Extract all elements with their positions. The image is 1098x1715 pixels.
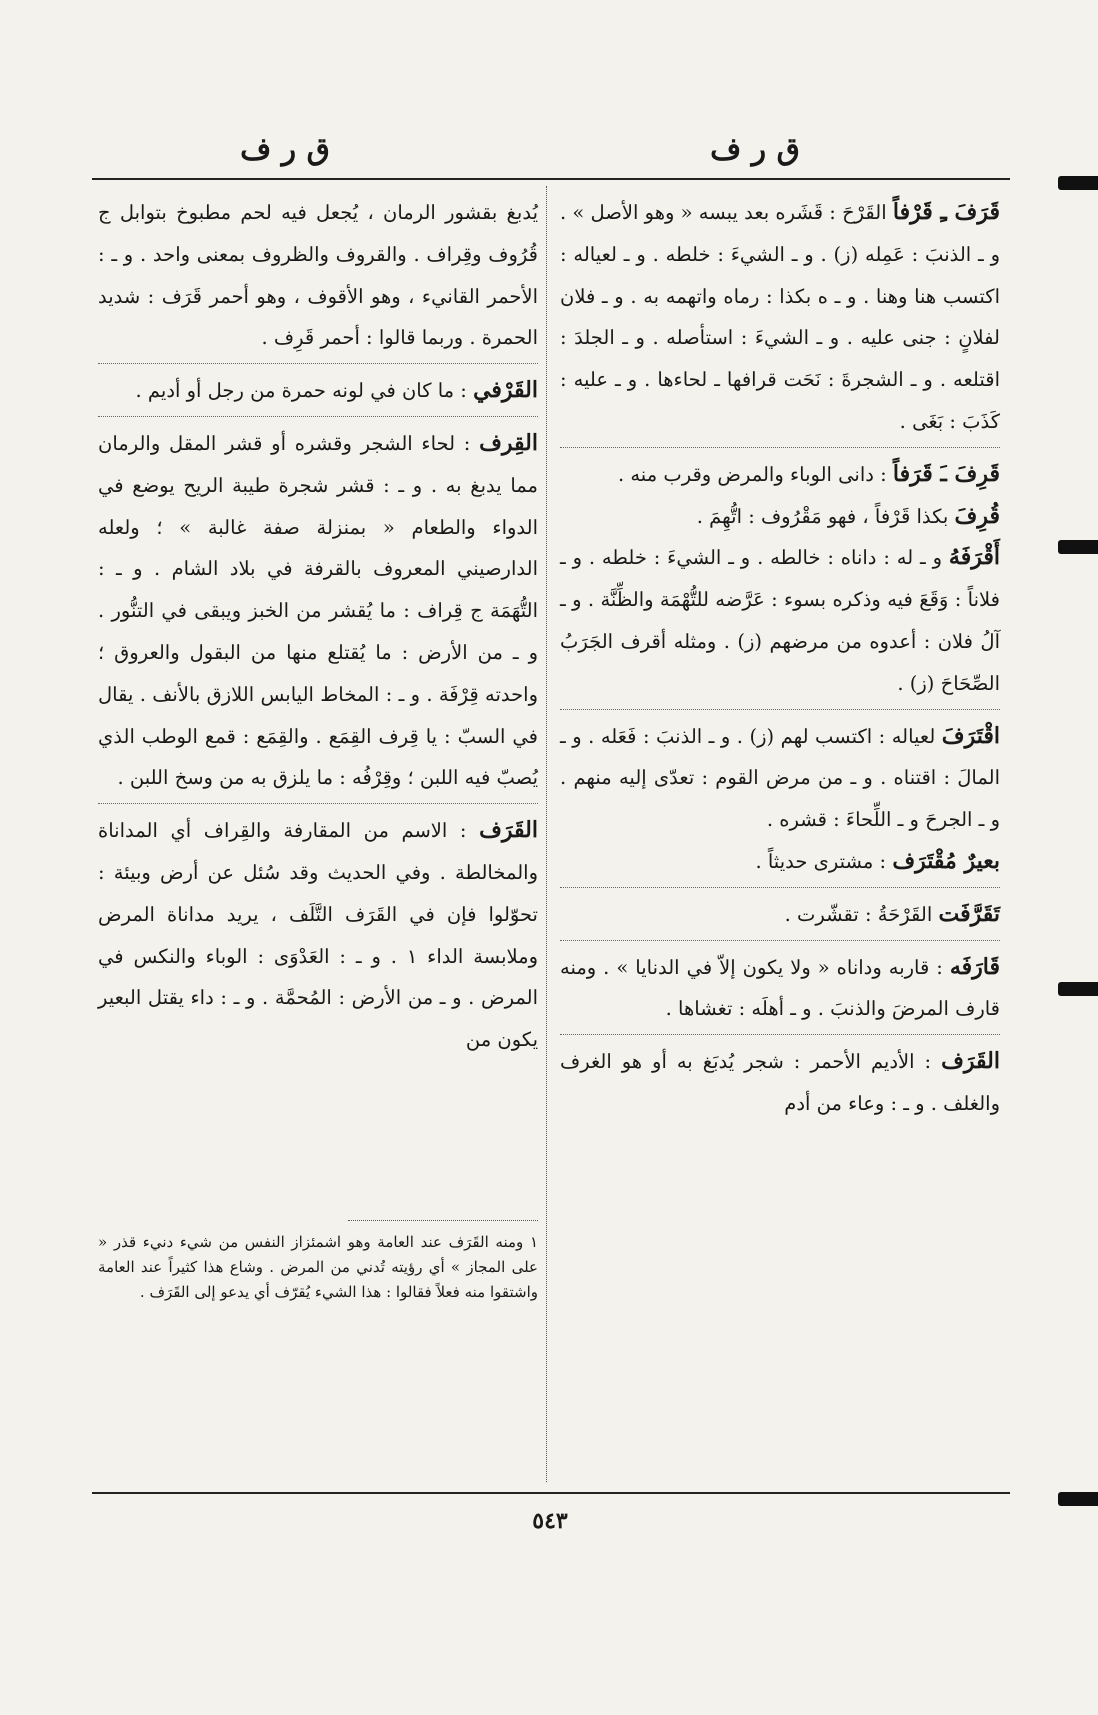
definition: القَرْحَ : قَشَره بعد يبسه « وهو الأصل » . و ـ الذنبَ : عَمِله (ز) . و ـ الشيءَ : خلطه . و ـ لعياله : اكتسب هنا وهنا . و ـ ه بكذا : رماه واتهمه به . و ـ فلان لفلانٍ : جنى عليه . و ـ الشيءَ : استأصله . و ـ الجلدَ : اقتلعه . و ـ الشجرةَ : نَحَت قرافها ـ لحاءها . و ـ عليه : كَذَبَ : بَغَى . xyxy=(560,201,1000,433)
entry xyxy=(560,192,1000,443)
definition: : ما كان في لونه حمرة من رجل أو أديم . xyxy=(135,379,474,403)
headword: قَرَفَ ـِ قَرْفاً xyxy=(892,199,1000,225)
thumb-index-tab xyxy=(1058,982,1098,996)
headword: القِرف xyxy=(479,429,538,456)
definition: : دانى الوباء والمرض وقرب منه . xyxy=(617,462,893,486)
page-header-left: ق ر ف xyxy=(240,132,330,167)
headword: أَقْرَفَهُ xyxy=(948,544,1000,571)
entry xyxy=(560,496,1000,538)
headword: تَقَرَّفَت xyxy=(938,900,1000,927)
definition: القَرْحَةُ : تقشّرت . xyxy=(784,902,939,926)
thumb-index-tab xyxy=(1058,1492,1098,1506)
definition: لعياله : اكتسب لهم (ز) . و ـ الذنبَ : فَعَله . و ـ المالَ : اقتناه . و ـ من مرض القوم : تعدّى إليه منهم . و ـ الجرحَ و ـ اللِّحاءَ : قشره . xyxy=(560,724,1000,832)
header-rule xyxy=(92,178,1010,180)
definition: : لحاء الشجر وقشره أو قشر المقل والرمان مما يدبغ به . و ـ : قشر شجرة طيبة الريح يوضع في الدواء والطعام « بمنزلة صفة غالبة » ؛ ولعله الدارصيني المعروف بالقرفة في بلاد الشام . و ـ : التُّهَمَة ج قِراف : ما يُقشر من الخبز ويبقى في التنُّور . و ـ من الأرض : ما يُقتلع منها من البقول والعروق ؛ واحدته قِرْفَة . و ـ : المخاط اليابس اللازق بالأنف . يقال في السبّ : يا قِرف القِمَع . والقِمَع : قمع الوطب الذي يُصبّ فيه اللبن ؛ وقِرْفُه : ما يلزق به من وسخ اللبن . xyxy=(98,431,538,790)
entry xyxy=(560,1034,1000,1125)
headword: القَرْفي xyxy=(473,377,538,404)
right-column xyxy=(560,192,1000,1125)
footnote-rule xyxy=(348,1220,538,1221)
entry xyxy=(560,447,1000,496)
headword: اقْتَرَفَ xyxy=(941,722,1000,749)
entry xyxy=(98,416,538,799)
headword: القَرَف xyxy=(479,817,538,844)
thumb-index-tab xyxy=(1058,540,1098,554)
entry xyxy=(560,940,1000,1031)
entry xyxy=(560,537,1000,704)
entry xyxy=(98,363,538,412)
entry xyxy=(98,192,538,359)
definition: : الأديم الأحمر : شجر يُدبَغ به أو هو الغرف والغلف . و ـ : وعاء من أدم xyxy=(560,1050,1000,1115)
footnote: ١ ومنه القَرَف عند العامة وهو اشمئزاز النفس من شيء دنيء قذر « على المجاز » أي رؤيته تُدني من المرض . وشاع هذا كثيراً عند العامة واشتقوا منه فعلاً فقالوا : هذا الشيء يُقرّف أي يدعو إلى القَرَف . xyxy=(98,1233,538,1301)
thumb-index-tab xyxy=(1058,176,1098,190)
definition: : الاسم من المقارفة والقِراف أي المداناة والمخالطة . وفي الحديث وقد سُئل عن أرض وبيئة : تحوّلوا فإن في القَرَف التَّلَف ، يريد مداناة المرض وملابسة الداء ١ . و ـ : العَدْوَى : الوباء والنكس في المرض . و ـ من الأرض : المُحمَّة . و ـ : داء يقتل البعير يكون من xyxy=(98,819,538,1052)
headword: القَرَف xyxy=(941,1048,1000,1075)
definition: بكذا قَرْفاً ، فهو مَقْرُوف : اتُّهِمَ . xyxy=(696,504,955,528)
entry xyxy=(560,841,1000,883)
headword: قَارَفَه xyxy=(949,953,1000,980)
headword: قَرِفَ ـَ قَرَفاً xyxy=(892,460,1000,487)
page-header-right: ق ر ف xyxy=(710,132,800,167)
column-divider xyxy=(546,186,547,1482)
definition: : قاربه وداناه « ولا يكون إلاّ في الدنايا » . ومنه قارف المرضَ والذنبَ . و ـ أهلَه : تغشاها . xyxy=(560,955,1000,1021)
entry xyxy=(560,709,1000,841)
footer-rule xyxy=(92,1492,1010,1494)
entry xyxy=(98,803,538,1061)
definition: و ـ له : داناه : خالطه . و ـ الشيءَ : خلطه . و ـ فلاناً : وَقَعَ فيه وذكره بسوء : عَرَّضه للتُّهْمَة والظِّنَّة . و ـ آلُ فلان : أعدوه من مرضهم (ز) . ومثله أقرف الجَرَبُ الصِّحَاحَ (ز) . xyxy=(560,546,1000,695)
headword: بعيرٌ مُقْتَرَف xyxy=(892,847,1000,874)
entry xyxy=(560,887,1000,936)
headword: قُرِفَ xyxy=(954,502,1000,529)
page-number: ٥٤٣ xyxy=(532,1508,568,1534)
definition: يُدبغ بقشور الرمان ، يُجعل فيه لحم مطبوخ بتوابل ج قُرُوف وقِراف . والقروف والظروف بمعنى واحد . و ـ : الأحمر القانيء ، وهو الأقوف ، وهو أحمر قَرَف : شديد الحمرة . وربما قالوا : أحمر قَرِف . xyxy=(98,201,538,350)
definition: : مشترى حديثاً . xyxy=(755,849,893,873)
left-column xyxy=(98,192,538,1061)
